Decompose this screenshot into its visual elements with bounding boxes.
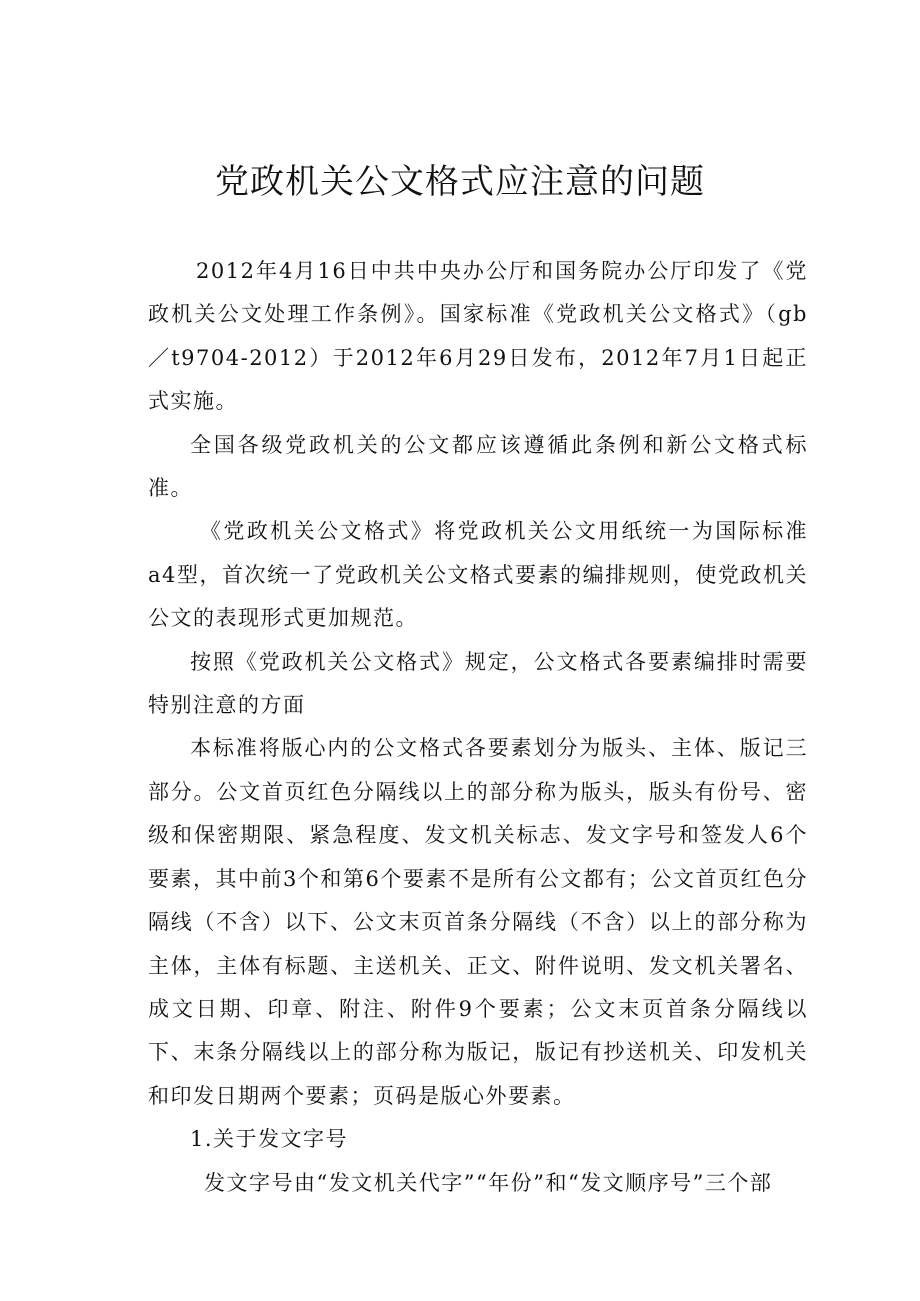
paragraph-document-number: 发文字号由“发文机关代字”“年份”和“发文顺序号”三个部 xyxy=(204,1170,773,1195)
paragraph-format-elements: 本标准将版心内的公文格式各要素划分为版头、主体、版记三部分。公文首页红色分隔线以上的部分称为版头，版头有份号、密级和保密期限、紧急程度、发文机关标志、发文字号和签发人6个要素，其中前3个和第6个要素不是所有公文都有；公文首页红色分隔线（不含）以下、公文末页首条分隔线（不含）以上的部分称为主体，主体有标题、主送机关、正文、附件说明、发文机关署名、成文日期、印章、附注、附件9个要素；公文末页首条分隔线以下、末条分隔线以上的部分称为版记，版记有抄送机关、印发机关和印发日期两个要素；页码是版心外要素。 xyxy=(148,736,808,1108)
paragraph-regulation-release: 2012年4月16日中共中央办公厅和国务院办公厅印发了《党政机关公文处理工作条例》。国家标准《党政机关公文格式》（gb／t9704-2012）于2012年6月29日发布，2012年7月1日起正式实施。 xyxy=(148,259,808,414)
paragraph-attention-points: 按照《党政机关公文格式》规定，公文格式各要素编排时需要特别注意的方面 xyxy=(148,649,808,718)
section-heading-document-number: 1.关于发文字号 xyxy=(190,1127,349,1152)
document-title: 党政机关公文格式应注意的问题 xyxy=(215,162,705,202)
paragraph-paper-standard: 《党政机关公文格式》将党政机关公文用纸统一为国际标准a4型，首次统一了党政机关公文格式要素的编排规则，使党政机关公文的表现形式更加规范。 xyxy=(148,519,808,631)
paragraph-compliance: 全国各级党政机关的公文都应该遵循此条例和新公文格式标准。 xyxy=(148,432,808,501)
document-body xyxy=(148,250,808,1205)
